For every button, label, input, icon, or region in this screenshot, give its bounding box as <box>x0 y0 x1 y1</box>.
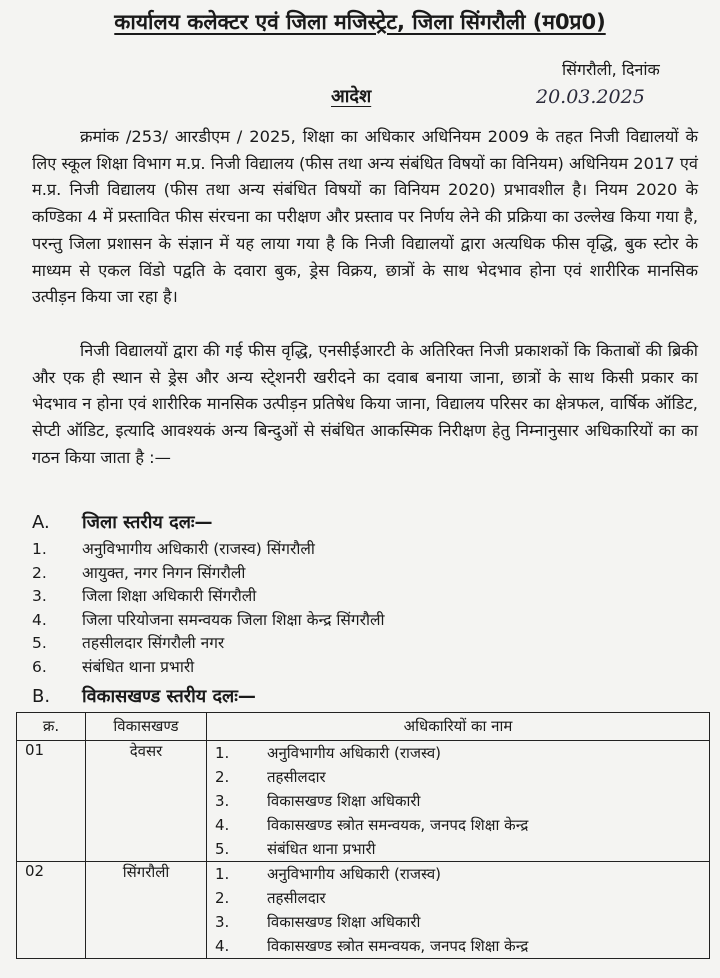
list-item <box>32 538 385 562</box>
item-number: 3. <box>215 913 230 931</box>
item-text: संबंधित थाना प्रभारी <box>267 840 376 858</box>
list-item <box>215 837 701 861</box>
list-item <box>215 886 701 910</box>
item-number: 1. <box>215 744 230 762</box>
list-item <box>215 765 701 789</box>
item-text: जिला शिक्षा अधिकारी सिंगरौली <box>82 587 257 605</box>
item-text: अनुविभागीय अधिकारी (राजस्व) <box>267 744 442 762</box>
item-text: तहसीलदार <box>267 889 326 907</box>
table-row <box>17 862 710 959</box>
list-item <box>215 789 701 813</box>
row-officers <box>207 741 710 862</box>
list-item <box>32 656 385 680</box>
table-header-row <box>17 713 710 741</box>
list-item <box>32 609 385 633</box>
office-title: कार्यालय कलेक्टर एवं जिला मजिस्ट्रेट, जिला सिंगरौली (म0प्र0) <box>114 10 606 34</box>
list-item <box>215 862 701 886</box>
row-block: सिंगरौली <box>86 862 207 959</box>
item-text: विकासखण्ड स्त्रोत समन्वयक, जनपद शिक्षा केन्द्र <box>267 816 529 834</box>
item-number: 2. <box>215 889 230 907</box>
item-number: 5. <box>32 634 47 652</box>
paragraph-1: क्रमांक /253/ आरडीएम / 2025, शिक्षा का अधिकार अधिनियम 2009 के तहत निजी विद्यालयों के लिए स्कूल शिक्षा विभाग म.प्र. निजी विद्यालय (फीस तथा अन्य संबंधित विषयों का विनियम) अधिनियम 2017 एवं म.प्र. निजी विद्यालय (फीस तथा अन्य संबंधित विषयों का विनियम 2020) प्रभावशील है। नियम 2020 के कण्डिका 4 में प्रस्तावित फीस संरचना का परीक्षण और प्रस्ताव पर निर्णय लेने की प्रक्रिया का उल्लेख किया गया है, परन्तु जिला प्रशासन के संज्ञान में यह लाया गया है कि निजी विद्यालयों द्वारा अत्यधिक फीस वृद्धि, बुक स्टोर के माध्यम से एकल विंडो पद्वति के दवारा बुक, ड्रेस विक्रय, छात्रों के साथ भेदभाव होना एवं शारीरिक मानसिक उत्पीड़न किया जा रहा है। <box>32 127 698 307</box>
item-number: 3. <box>215 792 230 810</box>
item-number: 4. <box>32 610 47 629</box>
item-number: 1. <box>215 865 230 883</box>
item-number: 4. <box>215 816 230 834</box>
item-text: अनुविभागीय अधिकारी (राजस्व) <box>267 865 442 883</box>
item-number: 2. <box>32 563 47 582</box>
handwritten-date: 20.03.2025 <box>536 86 645 108</box>
item-number: 3. <box>32 587 47 605</box>
column-header-block: विकासखण्ड <box>86 713 207 741</box>
list-item <box>215 910 701 934</box>
item-text: विकासखण्ड स्त्रोत समन्वयक, जनपद शिक्षा केन्द्र <box>267 937 529 955</box>
section-b-letter: B. <box>32 686 51 707</box>
item-number: 5. <box>215 840 230 858</box>
section-b-heading <box>32 684 256 708</box>
section-b-title: विकासखण्ड स्तरीय दलः— <box>82 686 256 707</box>
table-row <box>17 741 710 862</box>
officer-list <box>215 862 701 958</box>
section-a-letter: A. <box>32 512 50 533</box>
item-number: 6. <box>32 657 47 676</box>
block-team-table <box>16 712 710 959</box>
item-text: विकासखण्ड शिक्षा अधिकारी <box>267 913 421 931</box>
list-item <box>32 632 385 656</box>
item-text: तहसीलदार सिंगरौली नगर <box>82 634 225 652</box>
column-header-officers: अधिकारियों का नाम <box>207 713 710 741</box>
place-date-label: सिंगरौली, दिनांक <box>562 60 660 79</box>
column-header-sl: क्र. <box>17 713 86 741</box>
paragraph-2: निजी विद्यालयों द्वारा की गई फीस वृद्धि, एनसीईआरटी के अतिरिक्त निजी प्रकाशकों कि किताबों की ब्रिकी और एक ही स्थान से ड्रेस और अन्य स्टे्शनरी खरीदने का दवाब बनाया जाना, छात्रों के साथ किसी प्रकार का भेदभाव न होना एवं शारीरिक मानसिक उत्पीड़न प्रतिषेध किया जाना, विद्यालय परिसर का क्षेत्रफल, वार्षिक ऑडिट, सेप्टी ऑडिट, इत्यादि आवश्यकं अन्य बिन्दुओं से संबंधित आकस्मिक निरीक्षण हेतु निम्नानुसार अधिकारियों का का गठन किया जाता है :— <box>32 341 698 467</box>
row-sl: 01 <box>17 741 86 862</box>
item-number: 2. <box>215 768 230 786</box>
list-item <box>215 741 701 765</box>
row-sl: 02 <box>17 862 86 959</box>
item-text: संबंधित थाना प्रभारी <box>82 657 195 676</box>
item-number: 1. <box>32 540 47 558</box>
item-text: तहसीलदार <box>267 768 326 786</box>
list-item <box>32 585 385 609</box>
row-officers <box>207 862 710 959</box>
item-text: अनुविभागीय अधिकारी (राजस्व) सिंगरौली <box>82 540 315 558</box>
order-heading: आदेश <box>331 86 372 107</box>
section-a-heading <box>32 510 213 534</box>
officer-list <box>215 741 701 861</box>
row-block: देवसर <box>86 741 207 862</box>
section-a-title: जिला स्तरीय दलः— <box>82 512 213 533</box>
item-number: 4. <box>215 937 230 955</box>
list-item <box>215 813 701 837</box>
district-team-list <box>32 538 385 679</box>
list-item <box>32 562 385 586</box>
item-text: आयुक्त, नगर निगन सिंगरौली <box>82 563 246 582</box>
item-text: विकासखण्ड शिक्षा अधिकारी <box>267 792 421 810</box>
list-item <box>215 934 701 958</box>
item-text: जिला परियोजना समन्वयक जिला शिक्षा केन्द्र सिंगरौली <box>82 610 385 629</box>
